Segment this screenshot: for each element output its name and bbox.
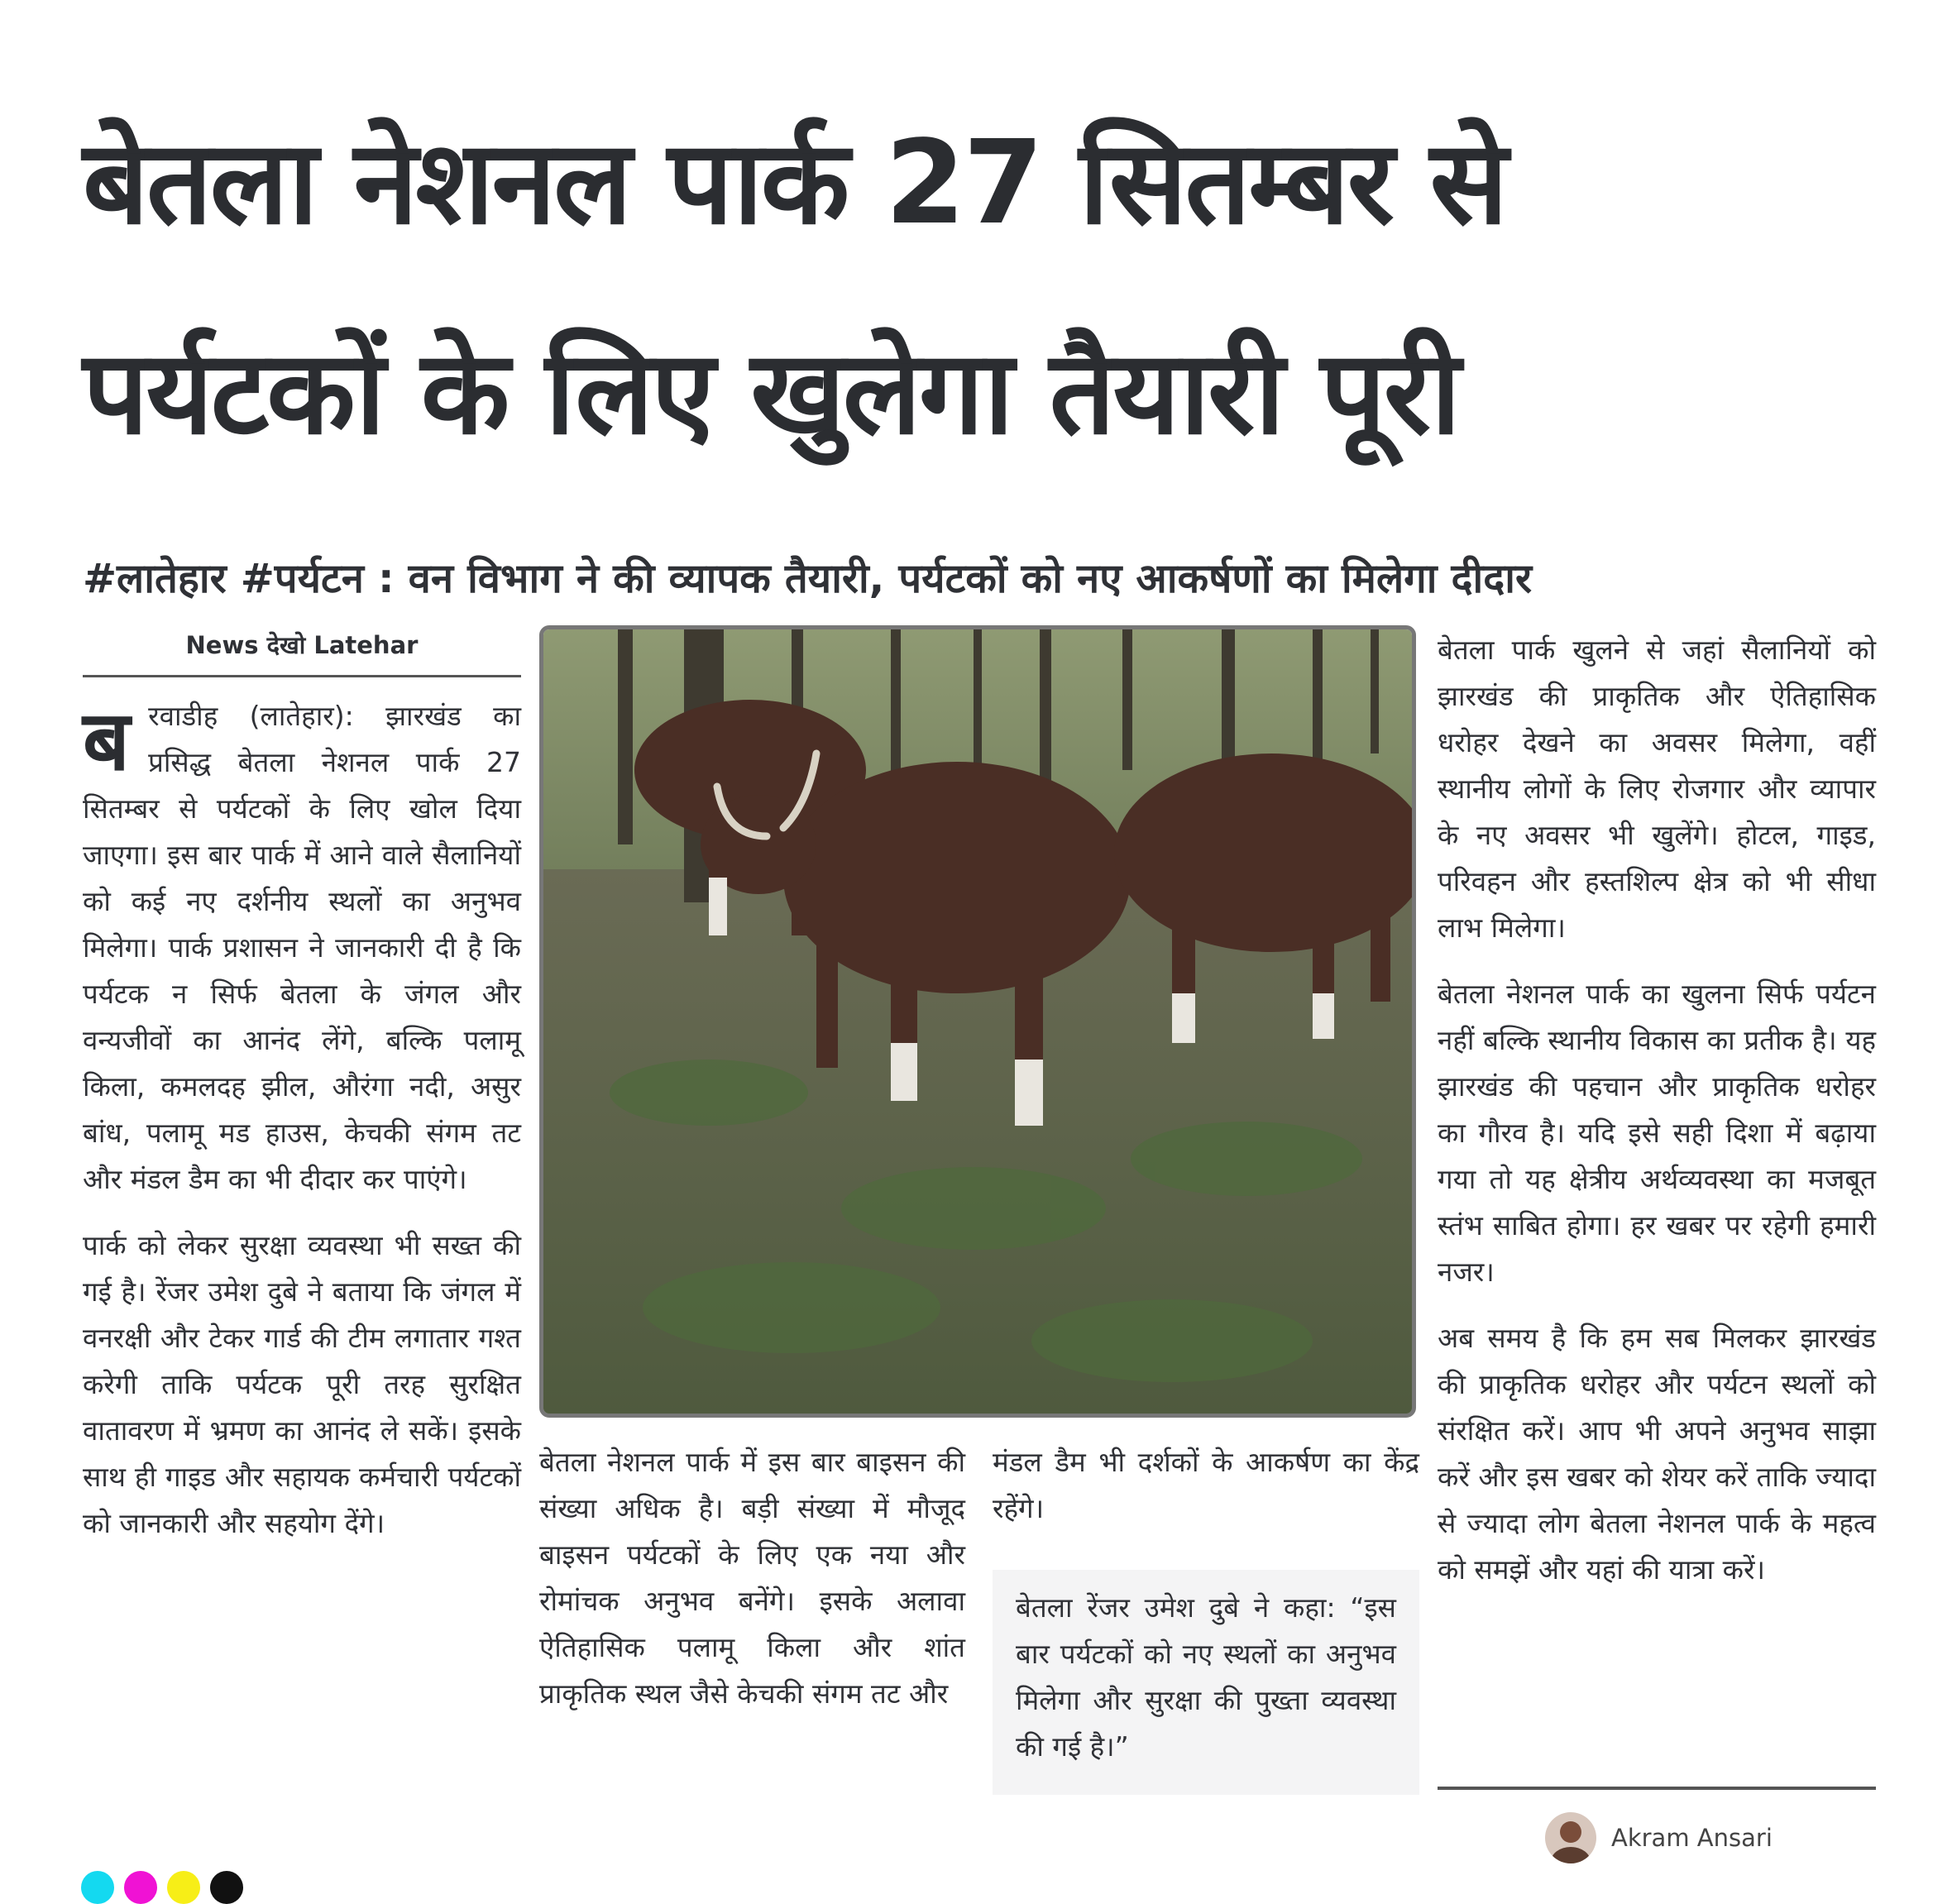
article-column-middle-b (993, 1439, 1419, 1552)
headline-line-2: पर्यटकों के लिए खुलेगा तैयारी पूरी (83, 326, 1459, 461)
article-column-left (83, 693, 521, 1567)
article-paragraph (83, 693, 521, 1203)
article-paragraph: बेतला नेशनल पार्क का खुलना सिर्फ पर्यटन नहीं बल्कि स्थानीय विकास का प्रतीक है। यह झारखंड की पहचान और प्राकृतिक धरोहर का गौरव है। यदि इसे सही दिशा में बढ़ाया गया तो यह क्षेत्रीय अर्थव्यवस्था का मजबूत स्तंभ साबित होगा। हर खबर पर रहेगी हमारी नजर। (1438, 978, 1876, 1288)
pull-quote (993, 1570, 1419, 1795)
bison-herd-photo-icon (543, 629, 1412, 1414)
yellow-mark (167, 1871, 200, 1904)
byline-divider (83, 675, 521, 677)
article-column-middle-a (539, 1439, 965, 1737)
black-mark (210, 1871, 243, 1904)
article-paragraph: बेतला पार्क खुलने से जहां सैलानियों को झारखंड की प्राकृतिक और ऐतिहासिक धरोहर देखने का अवसर मिलेगा, वहीं स्थानीय लोगों के लिए रोजगार और व्यापार के नए अवसर भी खुलेंगे। होटल, गाइड, परिवहन और हस्तशिल्प क्षेत्र को भी सीधा लाभ मिलेगा। (1438, 634, 1876, 944)
byline: News देखो Latehar (185, 631, 419, 659)
author-divider (1438, 1787, 1876, 1790)
author-avatar-icon (1545, 1812, 1596, 1863)
author-credit (1545, 1811, 1773, 1864)
headline-line-1: बेतला नेशनल पार्क 27 सितम्बर से (83, 116, 1506, 251)
print-color-marks (81, 1871, 253, 1904)
headline (83, 79, 1886, 499)
article-paragraph: मंडल डैम भी दर्शकों के आकर्षण का केंद्र रहेंगे। (993, 1446, 1419, 1524)
subheadline: #लातेहार #पर्यटन : वन विभाग ने की व्यापक तैयारी, पर्यटकों को नए आकर्षणों का मिलेगा दीदार (83, 555, 1532, 602)
bison-photo (539, 625, 1416, 1418)
article-column-right (1438, 627, 1876, 1613)
paragraph-text: रवाडीह (लातेहार): झारखंड का प्रसिद्ध बेतला नेशनल पार्क 27 सितम्बर से पर्यटकों के लिए खोल दिया जाएगा। इस बार पार्क में आने वाले सैलानियों को कई नए दर्शनीय स्थलों का अनुभव मिलेगा। पार्क प्रशासन ने जानकारी दी है कि पर्यटक न सिर्फ बेतला के जंगल और वन्यजीवों का आनंद लेंगे, बल्कि पलामू किला, कमलदह झील, औरंगा नदी, असुर बांध, पलामू मड हाउस, केचकी संगम तट और मंडल डैम का भी दीदार कर पाएंगे। (83, 700, 521, 1195)
magenta-mark (124, 1871, 157, 1904)
author-name: Akram Ansari (1611, 1824, 1773, 1852)
article-paragraph: अब समय है कि हम सब मिलकर झारखंड की प्राकृतिक धरोहर और पर्यटन स्थलों को संरक्षित करें। आप भी अपने अनुभव साझा करें और इस खबर को शेयर करें ताकि ज्यादा से ज्यादा लोग बेतला नेशनल पार्क के महत्व को समझें और यहां की यात्रा करें। (1438, 1322, 1876, 1586)
article-paragraph: बेतला नेशनल पार्क में इस बार बाइसन की संख्या अधिक है। बड़ी संख्या में मौजूद बाइसन पर्यटकों के लिए एक नया और रोमांचक अनुभव बनेंगे। इसके अलावा ऐतिहासिक पलामू किला और शांत प्राकृतिक स्थल जैसे केचकी संगम तट और (539, 1446, 965, 1710)
cyan-mark (81, 1871, 114, 1904)
drop-cap: ब (83, 692, 131, 789)
pull-quote-text: बेतला रेंजर उमेश दुबे ने कहा: “इस बार पर्यटकों को नए स्थलों का अनुभव मिलेगा और सुरक्षा की पुख्ता व्यवस्था की गई है।” (1016, 1591, 1396, 1763)
article-paragraph: पार्क को लेकर सुरक्षा व्यवस्था भी सख्त की गई है। रेंजर उमेश दुबे ने बताया कि जंगल में वनरक्षी और टेकर गार्ड की टीम लगातार गश्त करेगी ताकि पर्यटक पूरी तरह सुरक्षित वातावरण में भ्रमण का आनंद ले सकें। इसके साथ ही गाइड और सहायक कर्मचारी पर्यटकों को जानकारी और सहयोग देंगे। (83, 1229, 521, 1539)
